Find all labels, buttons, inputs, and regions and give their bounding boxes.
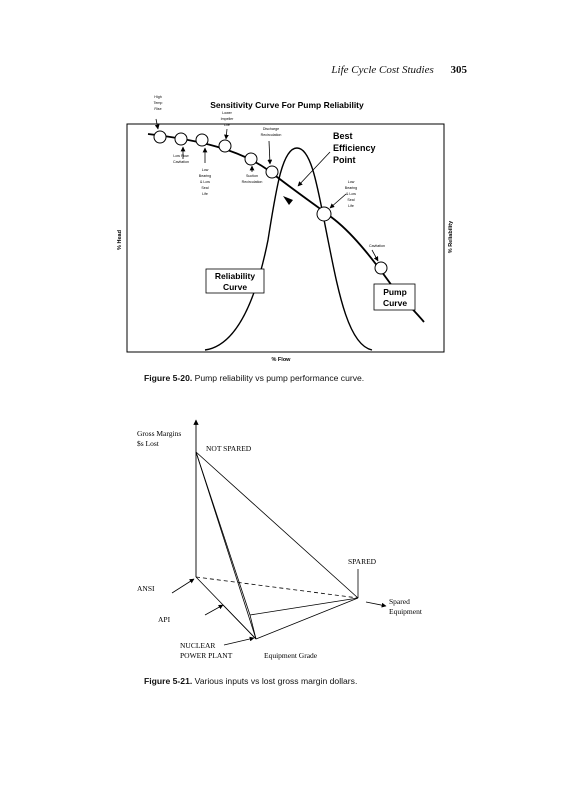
equipment-grade-label: Equipment Grade: [264, 651, 318, 660]
not-spared-label: NOT SPARED: [206, 444, 252, 453]
wedge-marker: [283, 196, 293, 205]
gross-margins-label: $s Lost: [137, 439, 159, 448]
label-lower-impeller: Life: [224, 123, 230, 127]
figure-5-21: [137, 420, 423, 660]
label-high-temp-rise: High: [154, 95, 162, 99]
ansi-arrow: [172, 579, 194, 593]
bearing-right-arrow: [330, 194, 346, 208]
curve-point-marker: [175, 133, 187, 145]
nuclear-label: POWER PLANT: [180, 651, 233, 660]
label-low-bearing-right: & Low: [346, 192, 356, 196]
label-low-bearing-left: & Low: [200, 180, 210, 184]
label-lower-impeller: Lower: [222, 111, 232, 115]
spared-equipment-label: Spared: [389, 597, 410, 606]
nuclear-label: NUCLEAR: [180, 641, 216, 650]
figure-5-21-caption-label: Figure 5-21.: [144, 676, 193, 686]
label-suction: Recirculation: [241, 180, 263, 184]
label-discharge: Recirculation: [260, 133, 282, 137]
label-discharge: Discharge: [262, 127, 280, 131]
reliability-curve-label: Curve: [222, 282, 248, 292]
label-best-efficiency: Point: [333, 155, 356, 165]
label-best-efficiency: Best: [333, 131, 353, 141]
figure-5-20-caption: [144, 373, 364, 383]
figure-5-20-caption-text: Pump reliability vs pump performance curve.: [192, 373, 365, 383]
chart-title: Sensitivity Curve For Pump Reliability: [210, 100, 364, 110]
label-high-temp-rise: Temp: [153, 101, 163, 105]
nuclear-arrow: [224, 638, 254, 645]
curve-point-marker: [219, 140, 231, 152]
label-low-bearing-right: Seal: [347, 198, 355, 202]
base-nuclear-spared: [256, 598, 358, 639]
spared-equipment-label: Equipment: [389, 607, 422, 616]
reliability-curve-label: Reliability: [214, 271, 256, 281]
ansi-spared-dashed: [196, 577, 358, 598]
reliability-curve: [205, 148, 372, 350]
x-axis-label: % Flow: [271, 357, 291, 363]
label-low-bearing-right: Low: [347, 180, 355, 184]
spared-label: SPARED: [348, 557, 377, 566]
label-low-flow: Cavitation: [173, 160, 189, 164]
y-axis-label-head: % Head: [117, 230, 123, 250]
label-low-flow: Low Flow: [173, 154, 189, 158]
base-api-nuclear: [223, 605, 256, 639]
impeller-arrow: [226, 129, 227, 139]
label-lower-impeller: Impeller: [220, 117, 234, 121]
label-low-bearing-left: Seal: [201, 186, 209, 190]
y-axis-label-reliability: % Reliability: [448, 220, 454, 254]
curve-point-marker: [245, 153, 257, 165]
figure-5-21-caption-text: Various inputs vs lost gross margin dollars.: [192, 676, 358, 686]
label-low-bearing-left: Life: [202, 192, 208, 196]
base-api-spared: [250, 598, 358, 615]
figure-5-20: [117, 95, 454, 363]
label-low-bearing-left: Bearing: [198, 174, 212, 178]
figure-5-20-caption-label: Figure 5-20.: [144, 373, 193, 383]
api-label: API: [158, 615, 171, 624]
running-title: Life Cycle Cost Studies: [331, 64, 434, 76]
spared-equipment-arrow: [366, 602, 386, 606]
curve-point-marker: [196, 134, 208, 146]
discharge-arrow: [269, 141, 270, 164]
label-best-efficiency: Efficiency: [333, 143, 376, 153]
label-high-temp-rise: Rise: [154, 107, 162, 111]
label-cavitation: Cavitation: [369, 244, 385, 248]
api-arrow: [205, 605, 223, 615]
curve-point-marker: [154, 131, 166, 143]
label-suction: Suction: [246, 174, 258, 178]
best-efficiency-marker: [317, 207, 331, 221]
curve-point-marker: [266, 166, 278, 178]
bep-arrow: [298, 152, 330, 186]
ansi-label: ANSI: [137, 584, 155, 593]
gross-margins-label: Gross Margins: [137, 429, 182, 438]
label-low-bearing-right: Life: [348, 204, 354, 208]
pump-curve-label: Curve: [382, 298, 408, 308]
cavitation-marker: [375, 262, 387, 274]
page-number: 305: [450, 64, 467, 76]
label-low-bearing-right: Bearing: [344, 186, 358, 190]
label-low-bearing-left: Low: [201, 168, 209, 172]
figure-5-21-caption: [144, 676, 357, 686]
pump-curve-label: Pump: [383, 287, 407, 297]
